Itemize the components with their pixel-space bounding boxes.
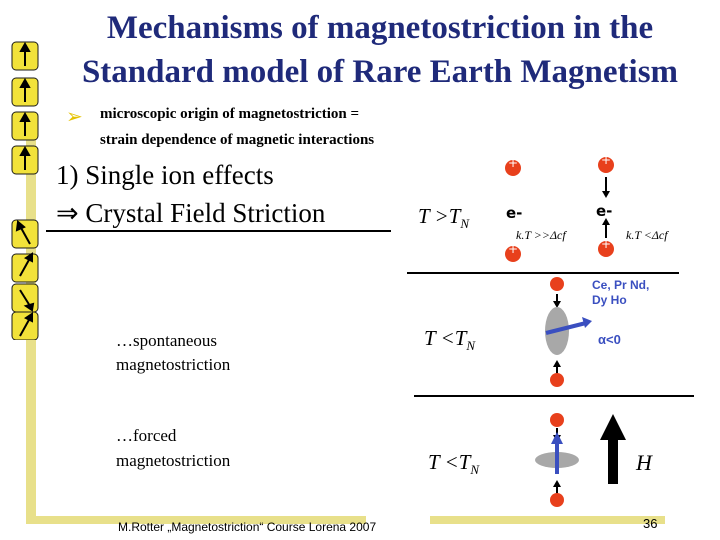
footer-credit: M.Rotter „Magnetostriction“ Course Lorena 2007 <box>118 520 377 534</box>
charge-plus-sign-2: + <box>600 153 612 167</box>
condition-t-below-tn-forced: $T <T_N$ <box>428 450 480 478</box>
electron-label-1: e- <box>506 204 523 222</box>
spontaneous-label-2: magnetostriction <box>116 355 231 374</box>
separator-line-top <box>407 272 679 274</box>
forced-label-2: magnetostriction <box>116 451 231 470</box>
spontaneous-diagram <box>530 276 600 390</box>
condition-t-above-tn: $T >T_N$ <box>418 204 470 232</box>
field-label: H <box>636 450 652 475</box>
separator-line-bottom <box>414 395 694 397</box>
page-number: 36 <box>643 516 658 531</box>
alpha-label: α<0 <box>598 332 621 347</box>
bullet-line2: strain dependence of magnetic interactions <box>100 132 375 148</box>
magnetic-field-arrow <box>600 414 626 484</box>
charge-plus-sign-3: + <box>507 242 519 256</box>
ion-list: Ce, Pr Nd, Dy Ho <box>592 278 650 307</box>
charge-plus-sign-4: + <box>600 237 612 251</box>
kt-much-greater-label: k.T >>Δcf <box>516 228 566 242</box>
charge-plus-sign-1: + <box>507 156 519 170</box>
slide-title-line2: Standard model of Rare Earth Magnetism <box>81 54 679 90</box>
section-heading: 1) Single ion effects <box>56 160 274 190</box>
spontaneous-label-1: …spontaneous <box>116 331 218 350</box>
spin-arrows-decor <box>8 40 44 340</box>
condition-t-below-tn-spontaneous: $T <T_N$ <box>424 326 476 354</box>
forced-label-1: …forced <box>116 426 177 445</box>
bottom-decor-bar-right <box>430 516 665 524</box>
electron-label-2: e- <box>596 202 613 220</box>
bullet-arrow-icon: ➢ <box>66 104 83 128</box>
section-underline <box>46 230 391 232</box>
section-subheading: ⇒ Crystal Field Striction <box>56 198 326 228</box>
kt-less-label: k.T <Δcf <box>626 228 668 242</box>
slide-title-line1: Mechanisms of magnetostriction in the <box>106 10 654 46</box>
bullet-line1: microscopic origin of magnetostriction = <box>100 106 360 122</box>
